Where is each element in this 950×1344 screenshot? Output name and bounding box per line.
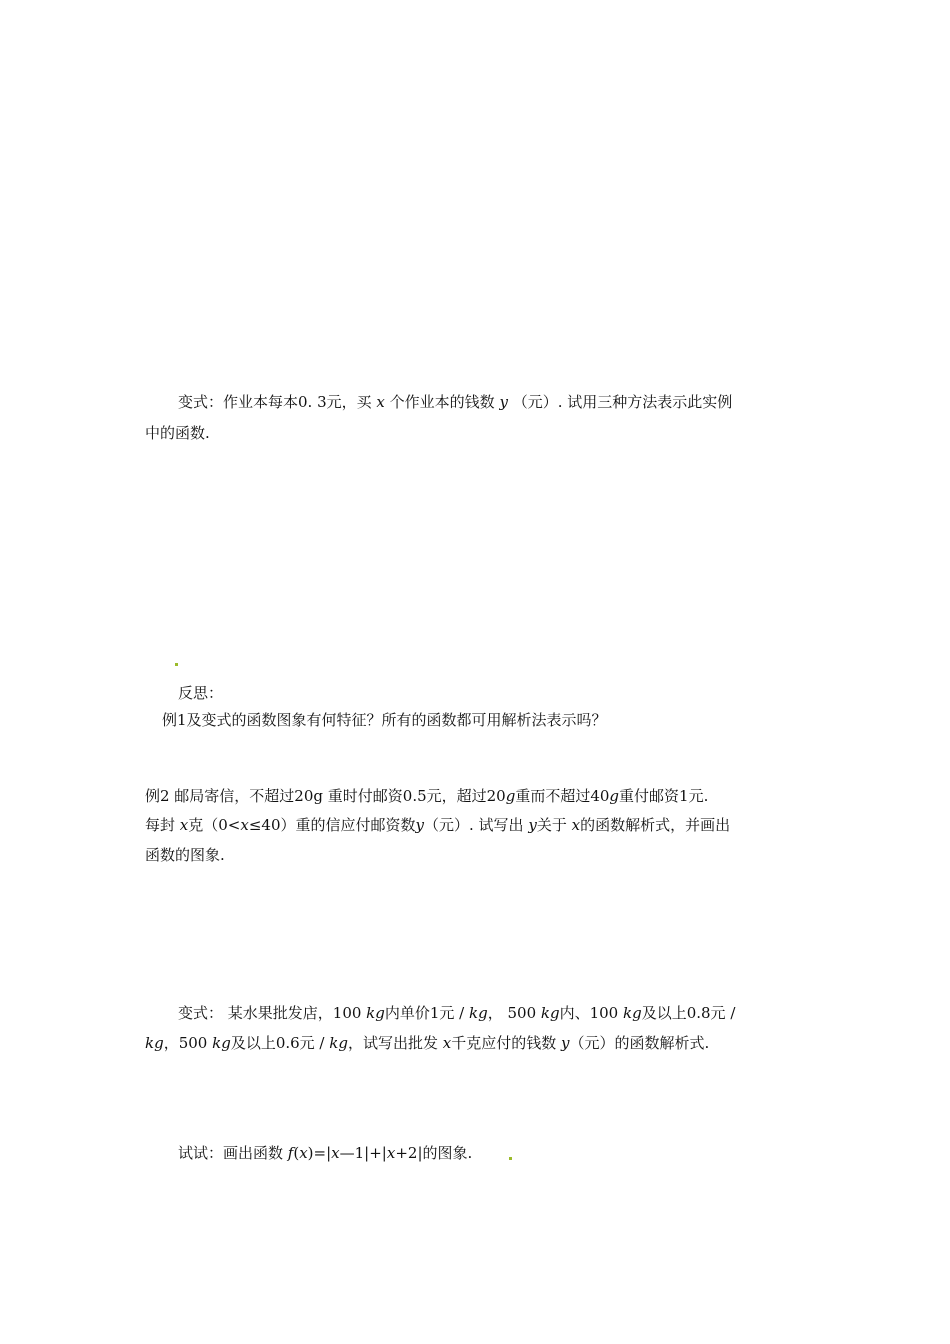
ex2-h: 关于 <box>536 816 567 834</box>
variant2-line2 <box>145 1033 709 1053</box>
ex2-c: 重付邮资1元. <box>619 787 709 805</box>
v2-kg7: kg <box>329 1034 348 1052</box>
v2-a: 变式： 某水果批发店，100 <box>178 1004 367 1022</box>
variant1-text-a: 变式：作业本每本0. 3元，买 <box>178 393 372 411</box>
v2-i: 千克应付的钱数 <box>451 1034 557 1052</box>
reflection-question-text: 例1及变式的函数图象有何特征？所有的函数都可用解析法表示吗？ <box>162 711 607 729</box>
ex2-y1: y <box>415 816 424 834</box>
reflection-label <box>178 683 223 703</box>
v2-f: ，500 <box>163 1034 213 1052</box>
variant1-text-d: 中的函数. <box>145 424 210 442</box>
variant1-text-b: 个作业本的钱数 <box>389 393 495 411</box>
trial-f: f <box>287 1144 294 1162</box>
variant1-var-y: y <box>499 393 508 411</box>
variant1-var-x: x <box>376 393 385 411</box>
ex2-a: 例2 邮局寄信，不超过20g 重时付邮资0.5元，超过20 <box>145 787 506 805</box>
ex2-g1: g <box>505 787 516 805</box>
ex2-x3: x <box>571 816 581 834</box>
v2-c: ， 500 <box>487 1004 541 1022</box>
variant1-line2 <box>145 423 210 443</box>
v2-kg3: kg <box>540 1004 560 1022</box>
ex2-j: 函数的图象. <box>145 846 225 864</box>
variant1-text-c: （元）. 试用三种方法表示此实例 <box>512 393 733 411</box>
v2-e: 及以上0.8元 / <box>641 1004 736 1022</box>
ex2-x1: x <box>179 816 189 834</box>
ex2-i: 的函数解析式，并画出 <box>580 816 731 834</box>
variant1-line1 <box>178 392 732 412</box>
v2-kg1: kg <box>366 1004 385 1022</box>
v2-kg2: kg <box>469 1004 488 1022</box>
ex2-e: 克（0< <box>188 816 241 834</box>
trial-c: )=| <box>307 1144 332 1162</box>
reflection-label-text: 反思： <box>178 684 224 702</box>
ex2-y2: y <box>528 816 537 834</box>
v2-kg6: kg <box>212 1034 231 1052</box>
trial-x1: x <box>299 1144 308 1162</box>
v2-g: 及以上0.6元 / <box>230 1034 330 1052</box>
variant2-line1 <box>178 1003 735 1023</box>
v2-y: y <box>561 1034 570 1052</box>
v2-kg4: kg <box>623 1004 642 1022</box>
trial-e: +2|的图象. <box>395 1144 473 1162</box>
edit-marker <box>175 663 178 666</box>
trial-x2: x <box>331 1144 340 1162</box>
trial-b: ( <box>293 1144 300 1162</box>
v2-d: 内、100 <box>559 1004 623 1022</box>
trial-x3: x <box>386 1144 396 1162</box>
trial-a: 试试：画出函数 <box>178 1144 288 1162</box>
v2-h: ，试写出批发 <box>347 1034 438 1052</box>
ex2-g: （元）. 试写出 <box>424 816 524 834</box>
ex2-f: ≤40）重的信应付邮资数 <box>248 816 416 834</box>
ex2-d: 每封 <box>145 816 176 834</box>
ex2-g2: g <box>609 787 620 805</box>
trial-line <box>178 1143 472 1163</box>
ex2-b: 重而不超过40 <box>515 787 610 805</box>
example2-line3 <box>145 845 225 865</box>
reflection-question <box>162 710 607 730</box>
v2-b: 内单价1元 / <box>384 1004 470 1022</box>
v2-kg5: kg <box>145 1034 164 1052</box>
ex2-x2: x <box>240 816 249 834</box>
trial-d: —1|+| <box>339 1144 387 1162</box>
v2-x: x <box>442 1034 452 1052</box>
v2-j: （元）的函数解析式. <box>569 1034 710 1052</box>
edit-marker-2 <box>509 1157 512 1160</box>
example2-line2 <box>145 815 730 835</box>
example2-line1 <box>145 786 708 806</box>
